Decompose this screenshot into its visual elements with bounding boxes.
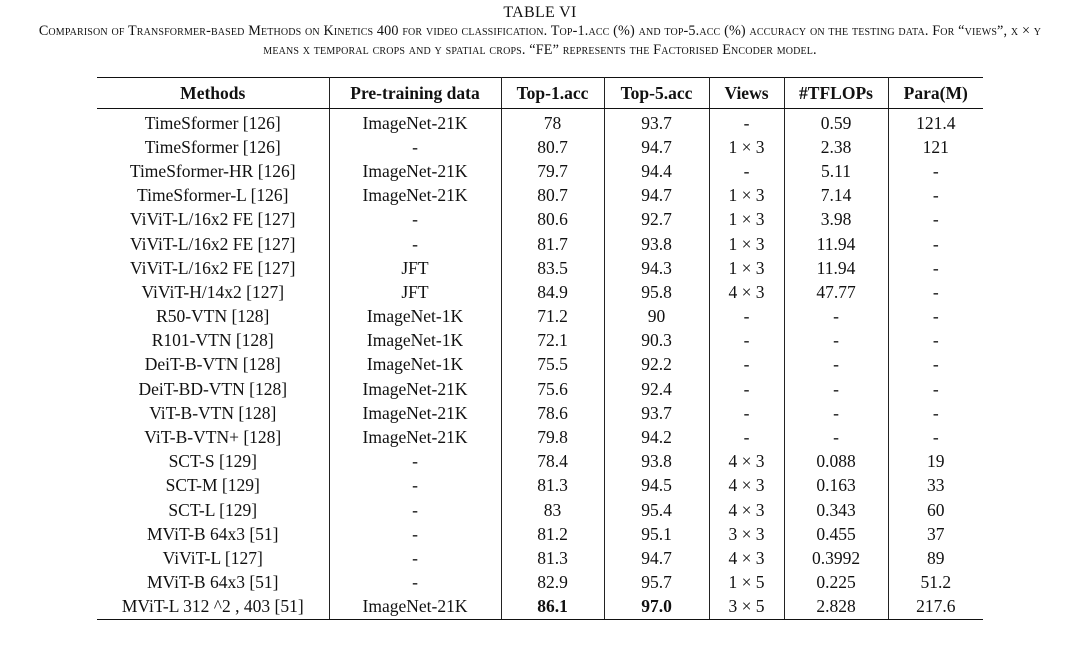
cell-params: 121.4 [916, 112, 956, 133]
cell-top5-acc: 92.2 [604, 353, 709, 377]
table-row [97, 353, 983, 377]
cell-method: R101-VTN [128] [97, 329, 329, 353]
cell-pretraining-data: ImageNet-21K [329, 595, 501, 620]
header-views: Views [709, 78, 784, 109]
cell-top1-acc: 80.7 [501, 135, 604, 159]
cell-top5-acc: 94.7 [604, 546, 709, 570]
cell-top1-acc: 79.7 [501, 159, 604, 183]
cell-top5-acc: 94.4 [604, 159, 709, 183]
table-row [97, 159, 983, 183]
cell-views: 4 × 3 [709, 498, 784, 522]
cell-top5-acc: 93.7 [604, 401, 709, 425]
table-row [97, 474, 983, 498]
cell-tflops: 11.94 [784, 256, 888, 280]
table-row [97, 109, 983, 136]
cell-top5-acc: 94.7 [604, 135, 709, 159]
cell-method: TimeSformer [126] [97, 135, 329, 159]
header-tflops: #TFLOPs [784, 78, 888, 109]
cell-top5-acc: 90.3 [604, 329, 709, 353]
cell-tflops: 11.94 [784, 232, 888, 256]
cell-params: 51.2 [920, 572, 952, 593]
cell-top1-acc: 72.1 [501, 329, 604, 353]
cell-tflops: - [784, 425, 888, 449]
cell-tflops: - [784, 329, 888, 353]
cell-method: TimeSformer-L [126] [97, 184, 329, 208]
cell-tflops: 3.98 [784, 208, 888, 232]
cell-views: 1 × 3 [709, 256, 784, 280]
cell-top1-acc: 82.9 [501, 571, 604, 595]
cell-method: ViViT-L/16x2 FE [127] [97, 232, 329, 256]
cell-method: ViT-B-VTN [128] [97, 401, 329, 425]
cell-views: 4 × 3 [709, 280, 784, 304]
cell-top5-acc: 93.7 [604, 109, 709, 136]
cell-params: - [932, 402, 939, 423]
cell-params: 89 [927, 547, 945, 568]
cell-pretraining-data: ImageNet-21K [329, 377, 501, 401]
cell-pretraining-data: - [329, 208, 501, 232]
cell-method: TimeSformer [126] [97, 109, 329, 136]
cell-params: - [932, 427, 939, 448]
cell-params: - [932, 330, 939, 351]
cell-tflops: 2.828 [784, 595, 888, 620]
cell-top1-acc: 83.5 [501, 256, 604, 280]
cell-pretraining-data: JFT [329, 256, 501, 280]
cell-views: - [709, 329, 784, 353]
cell-views: - [709, 377, 784, 401]
cell-pretraining-data: ImageNet-21K [329, 159, 501, 183]
cell-views: 1 × 3 [709, 232, 784, 256]
cell-views: - [709, 109, 784, 136]
cell-pretraining-data: JFT [329, 280, 501, 304]
table-row [97, 208, 983, 232]
cell-tflops: 0.455 [784, 522, 888, 546]
cell-top5-acc: 95.1 [604, 522, 709, 546]
cell-tflops: 47.77 [784, 280, 888, 304]
cell-top1-acc: 81.7 [501, 232, 604, 256]
cell-method: ViT-B-VTN+ [128] [97, 425, 329, 449]
cell-pretraining-data: - [329, 522, 501, 546]
cell-views: 4 × 3 [709, 450, 784, 474]
cell-tflops: 0.225 [784, 571, 888, 595]
cell-top1-acc: 80.7 [501, 184, 604, 208]
cell-top5-acc: 94.2 [604, 425, 709, 449]
cell-top1-acc: 79.8 [501, 425, 604, 449]
cell-pretraining-data: - [329, 450, 501, 474]
cell-method: MViT-B 64x3 [51] [97, 571, 329, 595]
cell-tflops: - [784, 305, 888, 329]
cell-pretraining-data: - [329, 135, 501, 159]
cell-top1-acc: 80.6 [501, 208, 604, 232]
cell-method: SCT-L [129] [97, 498, 329, 522]
cell-pretraining-data: ImageNet-1K [329, 329, 501, 353]
cell-tflops: 0.3992 [784, 546, 888, 570]
cell-tflops: 0.59 [784, 109, 888, 136]
cell-params: - [932, 209, 939, 230]
cell-top5-acc: 93.8 [604, 232, 709, 256]
table-row [97, 401, 983, 425]
cell-pretraining-data: - [329, 498, 501, 522]
cell-tflops: - [784, 401, 888, 425]
cell-pretraining-data: - [329, 474, 501, 498]
table-row [97, 425, 983, 449]
header-pretraining-data: Pre-training data [329, 78, 501, 109]
table-row [97, 305, 983, 329]
cell-params: - [932, 160, 939, 181]
table-row [97, 546, 983, 570]
cell-top5-acc: 94.7 [604, 184, 709, 208]
header-row [97, 78, 983, 109]
cell-pretraining-data: ImageNet-21K [329, 109, 501, 136]
cell-pretraining-data: ImageNet-21K [329, 425, 501, 449]
cell-top1-acc: 78.4 [501, 450, 604, 474]
table-row [97, 377, 983, 401]
cell-method: MViT-B 64x3 [51] [97, 522, 329, 546]
cell-params: - [932, 185, 939, 206]
cell-tflops: 0.343 [784, 498, 888, 522]
cell-pretraining-data: - [329, 571, 501, 595]
cell-method: SCT-M [129] [97, 474, 329, 498]
table-row [97, 280, 983, 304]
cell-pretraining-data: ImageNet-1K [329, 305, 501, 329]
cell-tflops: 2.38 [784, 135, 888, 159]
cell-views: 1 × 3 [709, 184, 784, 208]
cell-top5-acc: 94.3 [604, 256, 709, 280]
table-row [97, 256, 983, 280]
header-top5-acc: Top-5.acc [604, 78, 709, 109]
cell-method: SCT-S [129] [97, 450, 329, 474]
cell-method: ViViT-L [127] [97, 546, 329, 570]
cell-top5-acc: 92.4 [604, 377, 709, 401]
header-methods: Methods [97, 78, 329, 109]
cell-params: 217.6 [888, 595, 983, 620]
cell-params: - [932, 233, 939, 254]
table-row [97, 522, 983, 546]
cell-top5-acc: 94.5 [604, 474, 709, 498]
cell-top1-acc: 78.6 [501, 401, 604, 425]
table-caption: Comparison of Transformer-based Methods on Kinetics 400 for video classification. Top-1.acc (%) and top-5.acc (%) accuracy on the testing data. For “views”, x × y means x temporal crops and y spatial crops. “FE” represents the Factorised Encoder model. [38, 23, 1042, 58]
cell-params: 60 [927, 499, 945, 520]
cell-pretraining-data: - [329, 546, 501, 570]
cell-tflops: - [784, 377, 888, 401]
cell-views: 3 × 3 [709, 522, 784, 546]
header-top1-acc: Top-1.acc [501, 78, 604, 109]
cell-pretraining-data: ImageNet-21K [329, 401, 501, 425]
cell-top5-acc: 90 [604, 305, 709, 329]
cell-tflops: 0.088 [784, 450, 888, 474]
cell-params: - [932, 378, 939, 399]
table-row [97, 498, 983, 522]
cell-views: - [709, 425, 784, 449]
table-row [97, 571, 983, 595]
cell-tflops: 7.14 [784, 184, 888, 208]
table-row [97, 450, 983, 474]
cell-params: - [932, 281, 939, 302]
table-row [97, 595, 983, 620]
cell-method: ViViT-L/16x2 FE [127] [97, 208, 329, 232]
cell-pretraining-data: ImageNet-1K [329, 353, 501, 377]
cell-views: - [709, 353, 784, 377]
cell-method: DeiT-BD-VTN [128] [97, 377, 329, 401]
table-body [97, 109, 983, 620]
cell-params: 33 [927, 475, 945, 496]
cell-method: ViViT-L/16x2 FE [127] [97, 256, 329, 280]
table-number: TABLE VI [503, 4, 577, 21]
cell-tflops: - [784, 353, 888, 377]
cell-views: - [709, 401, 784, 425]
table-row [97, 329, 983, 353]
cell-top1-acc: 81.2 [501, 522, 604, 546]
cell-method: TimeSformer-HR [126] [97, 159, 329, 183]
cell-tflops: 0.163 [784, 474, 888, 498]
cell-method: R50-VTN [128] [97, 305, 329, 329]
cell-views: 1 × 5 [709, 571, 784, 595]
cell-top1-acc: 86.1 [501, 595, 604, 620]
cell-params: 121 [922, 136, 949, 157]
cell-top5-acc: 92.7 [604, 208, 709, 232]
cell-tflops: 5.11 [784, 159, 888, 183]
cell-pretraining-data: ImageNet-21K [329, 184, 501, 208]
cell-views: - [709, 305, 784, 329]
cell-method: ViViT-H/14x2 [127] [97, 280, 329, 304]
cell-top5-acc: 95.4 [604, 498, 709, 522]
cell-views: 1 × 3 [709, 208, 784, 232]
cell-top1-acc: 83 [501, 498, 604, 522]
cell-params: - [932, 306, 939, 327]
cell-top1-acc: 75.6 [501, 377, 604, 401]
cell-views: 4 × 3 [709, 546, 784, 570]
cell-params: 19 [927, 451, 945, 472]
results-table [97, 77, 983, 620]
cell-top1-acc: 81.3 [501, 546, 604, 570]
cell-top5-acc: 97.0 [604, 595, 709, 620]
cell-top5-acc: 95.8 [604, 280, 709, 304]
cell-views: 1 × 3 [709, 135, 784, 159]
cell-params: - [932, 257, 939, 278]
cell-top5-acc: 93.8 [604, 450, 709, 474]
cell-views: 4 × 3 [709, 474, 784, 498]
table-row [97, 232, 983, 256]
cell-params: - [932, 354, 939, 375]
cell-method: MViT-L 312 ^2 , 403 [51] [97, 595, 329, 620]
cell-top1-acc: 78 [501, 109, 604, 136]
cell-method: DeiT-B-VTN [128] [97, 353, 329, 377]
cell-params: 37 [927, 523, 945, 544]
cell-top1-acc: 81.3 [501, 474, 604, 498]
cell-top1-acc: 71.2 [501, 305, 604, 329]
cell-views: - [709, 159, 784, 183]
cell-top1-acc: 84.9 [501, 280, 604, 304]
cell-top5-acc: 95.7 [604, 571, 709, 595]
header-params: Para(M) [888, 78, 983, 109]
cell-top1-acc: 75.5 [501, 353, 604, 377]
table-row [97, 184, 983, 208]
cell-pretraining-data: - [329, 232, 501, 256]
table-row [97, 135, 983, 159]
cell-views: 3 × 5 [709, 595, 784, 620]
